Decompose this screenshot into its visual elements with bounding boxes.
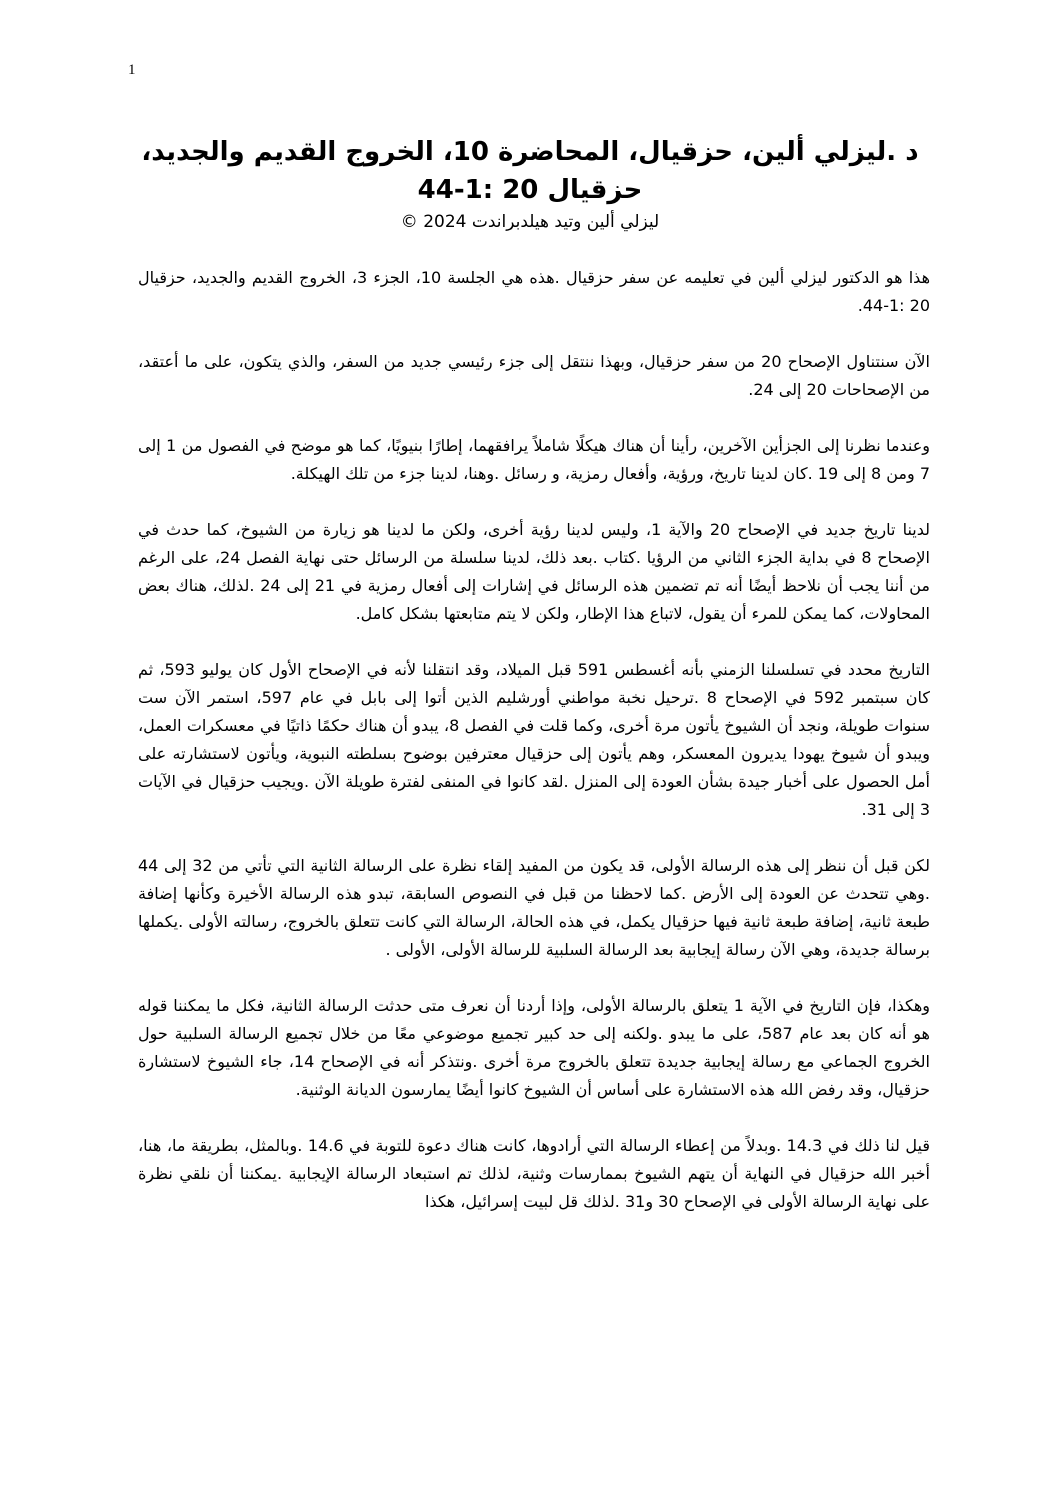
page-number: 1	[128, 62, 136, 78]
document-title: د .ليزلي ألين، حزقيال، المحاضرة 10، الخروج القديم والجديد، حزقيال 20 :1-44	[141, 137, 919, 205]
document-header	[130, 133, 930, 233]
paragraph-second-message: لكن قبل أن ننظر إلى هذه الرسالة الأولى، قد يكون من المفيد إلقاء نظرة على الرسالة الثانية التي تأتي من 32 إلى 44 .وهي تتحدث عن العودة إلى الأرض .كما لاحظنا من قبل في النصوص السابقة، تبدو هذه الرسالة الأخيرة وكأنها إضافة طبعة ثانية، إضافة طبعة ثانية فيها حزقيال يكمل، في هذه الحالة، الرسالة التي كانت تتعلق بالخروج، رسالته الأولى .يكملها برسالة جديدة، وهي الآن رسالة إيجابية بعد الرسالة السلبية للرسالة الأولى، الأولى .	[138, 856, 931, 959]
paragraph-structure: وعندما نظرنا إلى الجزأين الآخرين، رأينا أن هناك هيكلًا شاملاً يرافقهما، إطارًا بنيويًا، كما هو موضح في الفصول من 1 إلى 7 ومن 8 إلى 19 .كان لدينا تاريخ، ورؤية، وأفعال رمزية، و رسائل .وهنا، لدينا جزء من تلك الهيكلة.	[138, 436, 931, 483]
paragraph-chapter-20: الآن سنتناول الإصحاح 20 من سفر حزقيال، وبهذا ننتقل إلى جزء رئيسي جديد من السفر، والذي يتكون، على ما أعتقد، من الإصحاحات 20 إلى 24.	[138, 352, 931, 399]
paragraph-thematic-grouping: وهكذا، فإن التاريخ في الآية 1 يتعلق بالرسالة الأولى، وإذا أردنا أن نعرف متى حدثت الرسالة الثانية، فكل ما يمكننا قوله هو أنه كان بعد عام 587، على ما يبدو .ولكنه إلى حد كبير تجميع موضوعي معًا من خلال تجميع الرسالة السلبية حول الخروج الجماعي مع رسالة إيجابية جديدة تتعلق بالخروج مرة أخرى .ونتذكر أنه في الإصحاح 14، جاء الشيوخ لاستشارة حزقيال، وقد رفض الله هذه الاستشارة على أساس أن الشيوخ كانوا أيضًا يمارسون الديانة الوثنية.	[138, 996, 931, 1099]
paragraph-intro: هذا هو الدكتور ليزلي ألين في تعليمه عن سفر حزقيال .هذه هي الجلسة 10، الجزء 3، الخروج القديم والجديد، حزقيال 20 :1-44.	[138, 268, 931, 315]
document-body	[138, 264, 930, 1244]
paragraph-new-date: لدينا تاريخ جديد في الإصحاح 20 والآية 1، وليس لدينا رؤية أخرى، ولكن ما لدينا هو زيارة من الشيوخ، كما حدث في الإصحاح 8 في بداية الجزء الثاني من الرؤيا .كتاب .بعد ذلك، لدينا سلسلة من الرسائل حتى نهاية الفصل 24، على الرغم من أننا يجب أن نلاحظ أيضًا أنه تم تضمين هذه الرسائل في إشارات إلى أفعال رمزية في 21 إلى 24 .لذلك، هناك بعض المحاولات، كما يمكن للمرء أن يقول، لاتباع هذا الإطار، ولكن لا يتم متابعتها بشكل كامل.	[138, 520, 931, 623]
copyright-line: ليزلي ألين وتيد هيلدبراندت 2024 ©	[400, 212, 660, 232]
paragraph-chronology: التاريخ محدد في تسلسلنا الزمني بأنه أغسطس 591 قبل الميلاد، وقد انتقلنا لأنه في الإصحاح الأول كان يوليو 593، ثم كان سبتمبر 592 في الإصحاح 8 .ترحيل نخبة مواطني أورشليم الذين أتوا إلى بابل في عام 597، استمر الآن ست سنوات طويلة، ونجد أن الشيوخ يأتون مرة أخرى، وكما قلت في الفصل 8، يبدو أن هناك حكمًا ذاتيًا في معسكرات العمل، ويبدو أن شيوخ يهودا يديرون المعسكر، وهم يأتون إلى حزقيال معترفين بوضوح بسلطته النبوية، ويأتون لاستشارته على أمل الحصول على أخبار جيدة بشأن العودة إلى المنزل .لقد كانوا في المنفى لفترة طويلة الآن .ويجيب حزقيال في الآيات 3 إلى 31.	[138, 660, 931, 819]
paragraph-repentance: قيل لنا ذلك في 14.3 .وبدلاً من إعطاء الرسالة التي أرادوها، كانت هناك دعوة للتوبة في 14.6 .وبالمثل، بطريقة ما، هنا، أخبر الله حزقيال في النهاية أن يتهم الشيوخ بممارسات وثنية، لذلك تم استبعاد الرسالة الإيجابية .يمكننا أن نلقي نظرة على نهاية الرسالة الأولى في الإصحاح 30 و31 .لذلك قل لبيت إسرائيل، هكذا	[138, 1136, 931, 1211]
